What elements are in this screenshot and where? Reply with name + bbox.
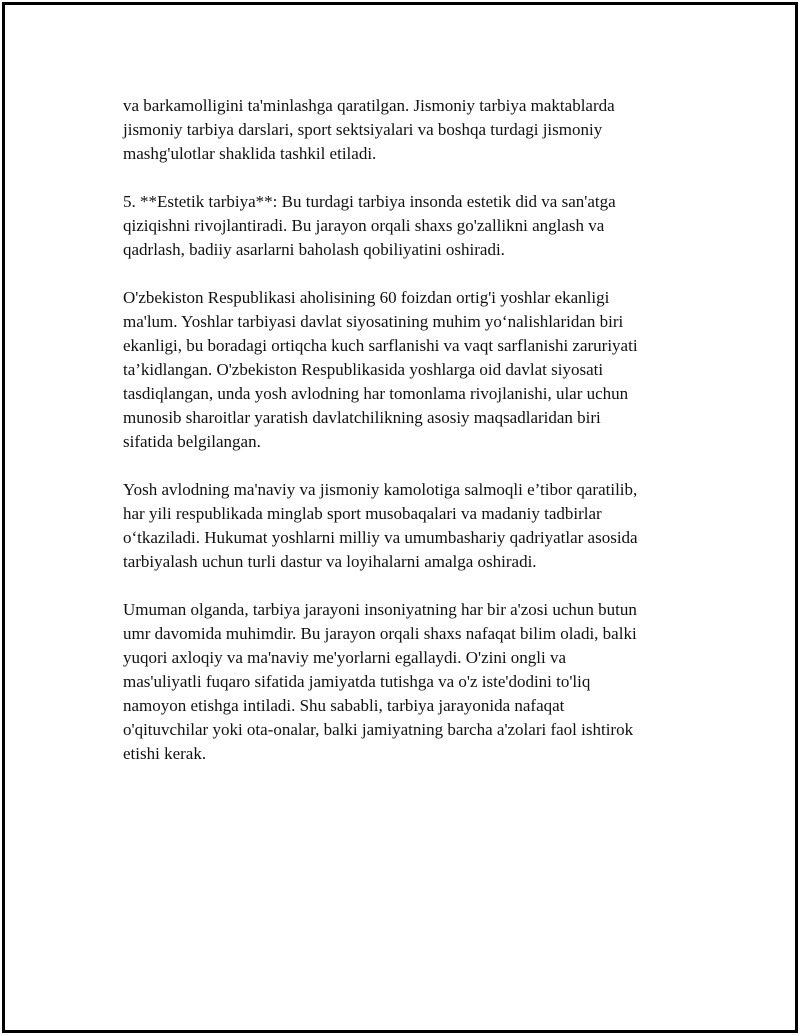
text-line: 5. **Estetik tarbiya**: Bu turdagi tarbiya insonda estetik did va san'atga (123, 192, 616, 211)
text-line: sifatida belgilangan. (123, 432, 261, 451)
page-frame (2, 2, 798, 1033)
paragraph-conclusion (123, 598, 689, 766)
text-line: mas'uliyatli fuqaro sifatida jamiyatda tutishga va o'z iste'dodini to'liq (123, 672, 591, 691)
text-line: qadrlash, badiiy asarlarni baholash qobiliyatini oshiradi. (123, 240, 505, 259)
text-line: ta’kidlangan. O'zbekiston Respublikasida yoshlarga oid davlat siyosati (123, 360, 604, 379)
text-line: munosib sharoitlar yaratish davlatchilikning asosiy maqsadlaridan biri (123, 408, 601, 427)
text-line: tarbiyalash uchun turli dastur va loyihalarni amalga oshiradi. (123, 552, 537, 571)
paragraph-youth-policy (123, 286, 689, 454)
text-line: Yosh avlodning ma'naviy va jismoniy kamolotiga salmoqli e’tibor qaratilib, (123, 480, 638, 499)
text-line: umr davomida muhimdir. Bu jarayon orqali shaxs nafaqat bilim oladi, balki (123, 624, 637, 643)
text-line: tasdiqlangan, unda yosh avlodning har tomonlama rivojlanishi, ular uchun (123, 384, 629, 403)
text-line: O'zbekiston Respublikasi aholisining 60 foizdan ortig'i yoshlar ekanligi (123, 288, 610, 307)
text-line: mashg'ulotlar shaklida tashkil etiladi. (123, 144, 377, 163)
text-line: har yili respublikada minglab sport musobaqalari va madaniy tadbirlar (123, 504, 602, 523)
text-line: qiziqishni rivojlantiradi. Bu jarayon orqali shaxs go'zallikni anglash va (123, 216, 605, 235)
text-line: o'qituvchilar yoki ota-onalar, balki jamiyatning barcha a'zolari faol ishtirok (123, 720, 634, 739)
text-line: etishi kerak. (123, 744, 207, 763)
text-line: namoyon etishga intiladi. Shu sababli, tarbiya jarayonida nafaqat (123, 696, 565, 715)
paragraph-physical-education (123, 94, 689, 166)
paragraph-aesthetic-education (123, 190, 689, 262)
text-line: o‘tkaziladi. Hukumat yoshlarni milliy va umumbashariy qadriyatlar asosida (123, 528, 638, 547)
text-line: va barkamolligini ta'minlashga qaratilgan. Jismoniy tarbiya maktablarda (123, 96, 615, 115)
paragraph-youth-development (123, 478, 689, 574)
text-line: ekanligi, bu boradagi ortiqcha kuch sarflanishi va vaqt sarflanishi zaruriyati (123, 336, 638, 355)
text-line: yuqori axloqiy va ma'naviy me'yorlarni egallaydi. O'zini ongli va (123, 648, 567, 667)
text-line: ma'lum. Yoshlar tarbiyasi davlat siyosatining muhim yo‘nalishlaridan biri (123, 312, 624, 331)
document-body (123, 94, 689, 766)
text-line: jismoniy tarbiya darslari, sport sektsiyalari va boshqa turdagi jismoniy (123, 120, 603, 139)
text-line: Umuman olganda, tarbiya jarayoni insoniyatning har bir a'zosi uchun butun (123, 600, 637, 619)
